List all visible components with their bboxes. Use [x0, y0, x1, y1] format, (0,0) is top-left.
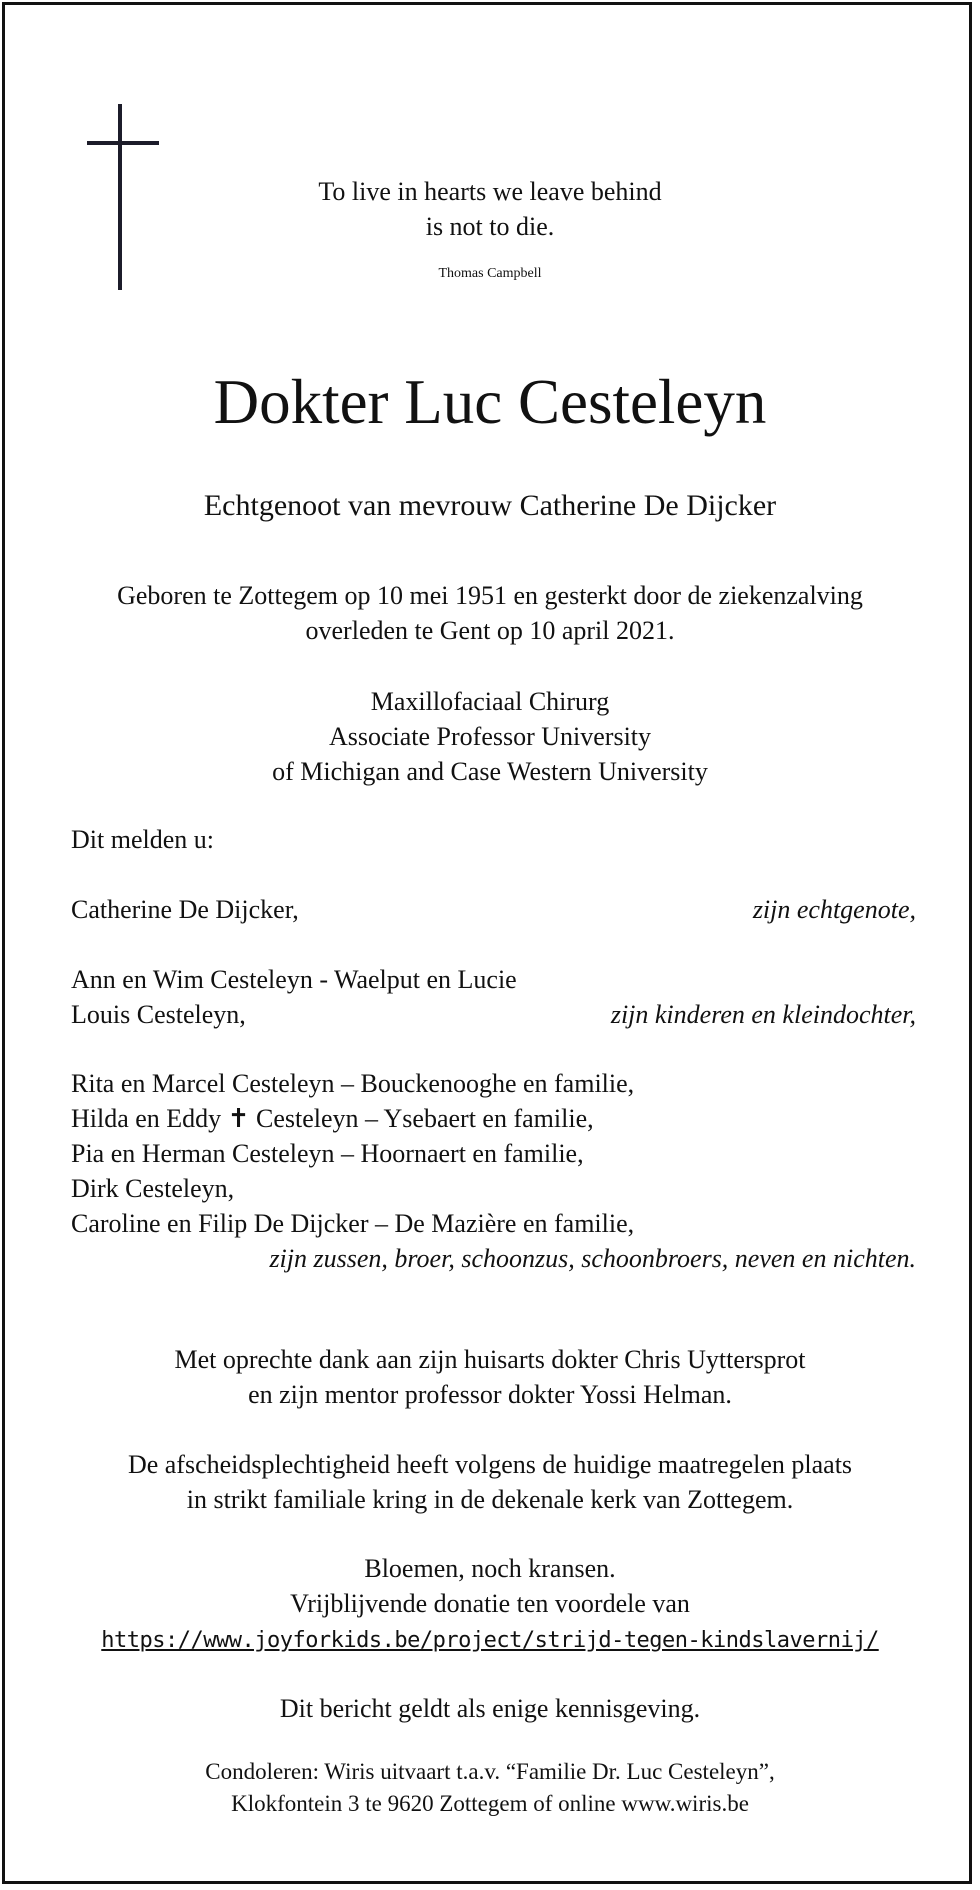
- spouse-line: Echtgenoot van mevrouw Catherine De Dijcker: [203, 489, 777, 522]
- death-line: overleden te Gent op 10 april 2021.: [305, 616, 675, 645]
- sibling-line: Caroline en Filip De Dijcker – De Mazière en familie,: [71, 1209, 635, 1238]
- children-line: Louis Cesteleyn,: [71, 1000, 246, 1029]
- condolences-line: Klokfontein 3 te 9620 Zottegem of online www.wiris.be: [231, 1791, 749, 1816]
- donation-link[interactable]: https://www.joyforkids.be/project/strijd-tegen-kindslavernij/: [101, 1628, 879, 1653]
- children-relation: zijn kinderen en kleindochter,: [610, 1000, 916, 1029]
- quote-line: To live in hearts we leave behind: [318, 177, 662, 206]
- ceremony-line: De afscheidsplechtigheid heeft volgens de huidige maatregelen plaats: [127, 1450, 853, 1479]
- sibling-line: Pia en Herman Cesteleyn – Hoornaert en familie,: [71, 1139, 584, 1168]
- family-spouse: [71, 892, 916, 927]
- children-line: Ann en Wim Cesteleyn - Waelput en Lucie: [71, 965, 517, 994]
- flowers-line: Bloemen, noch kransen.: [364, 1554, 616, 1583]
- profession: [0, 684, 980, 789]
- deceased-name: Dokter Luc Cesteleyn: [213, 367, 767, 437]
- sibling-line: Rita en Marcel Cesteleyn – Bouckenooghe en familie,: [71, 1069, 635, 1098]
- profession-line: Maxillofaciaal Chirurg: [370, 687, 610, 716]
- donation-line: Vrijblijvende donatie ten voordele van: [290, 1589, 690, 1618]
- condolences: [0, 1756, 980, 1820]
- sibling-line: Dirk Cesteleyn,: [71, 1174, 235, 1203]
- birth-line: Geboren te Zottegem op 10 mei 1951 en gesterkt door de ziekenzalving: [117, 581, 863, 610]
- profession-line: of Michigan and Case Western University: [272, 757, 708, 786]
- family-children: [71, 962, 916, 1032]
- thanks: [0, 1342, 980, 1412]
- notice: Dit bericht geldt als enige kennisgeving.: [279, 1694, 701, 1723]
- siblings-relation: zijn zussen, broer, schoonzus, schoonbroers, neven en nichten.: [269, 1244, 916, 1273]
- thanks-line: Met oprechte dank aan zijn huisarts dokter Chris Uyttersprot: [174, 1345, 806, 1374]
- cross-horizontal-bar: [87, 141, 159, 145]
- announcement-intro: Dit melden u:: [71, 825, 214, 854]
- condolences-line: Condoleren: Wiris uitvaart t.a.v. “Familie Dr. Luc Cesteleyn”,: [205, 1759, 775, 1784]
- quote-line: is not to die.: [425, 212, 555, 241]
- quote: [0, 174, 980, 244]
- profession-line: Associate Professor University: [328, 722, 652, 751]
- family-spouse-name: Catherine De Dijcker,: [71, 895, 299, 924]
- ceremony-line: in strikt familiale kring in de dekenale kerk van Zottegem.: [186, 1485, 794, 1514]
- ceremony-info: [0, 1447, 980, 1517]
- quote-author: Thomas Campbell: [438, 266, 542, 281]
- thanks-line: en zijn mentor professor dokter Yossi Helman.: [248, 1380, 732, 1409]
- sibling-line: Hilda en Eddy ✝ Cesteleyn – Ysebaert en familie,: [71, 1104, 594, 1133]
- family-siblings: [71, 1066, 916, 1276]
- flowers-donation: [0, 1551, 980, 1658]
- birth-death-info: [0, 578, 980, 648]
- family-spouse-relation: zijn echtgenote,: [752, 895, 916, 924]
